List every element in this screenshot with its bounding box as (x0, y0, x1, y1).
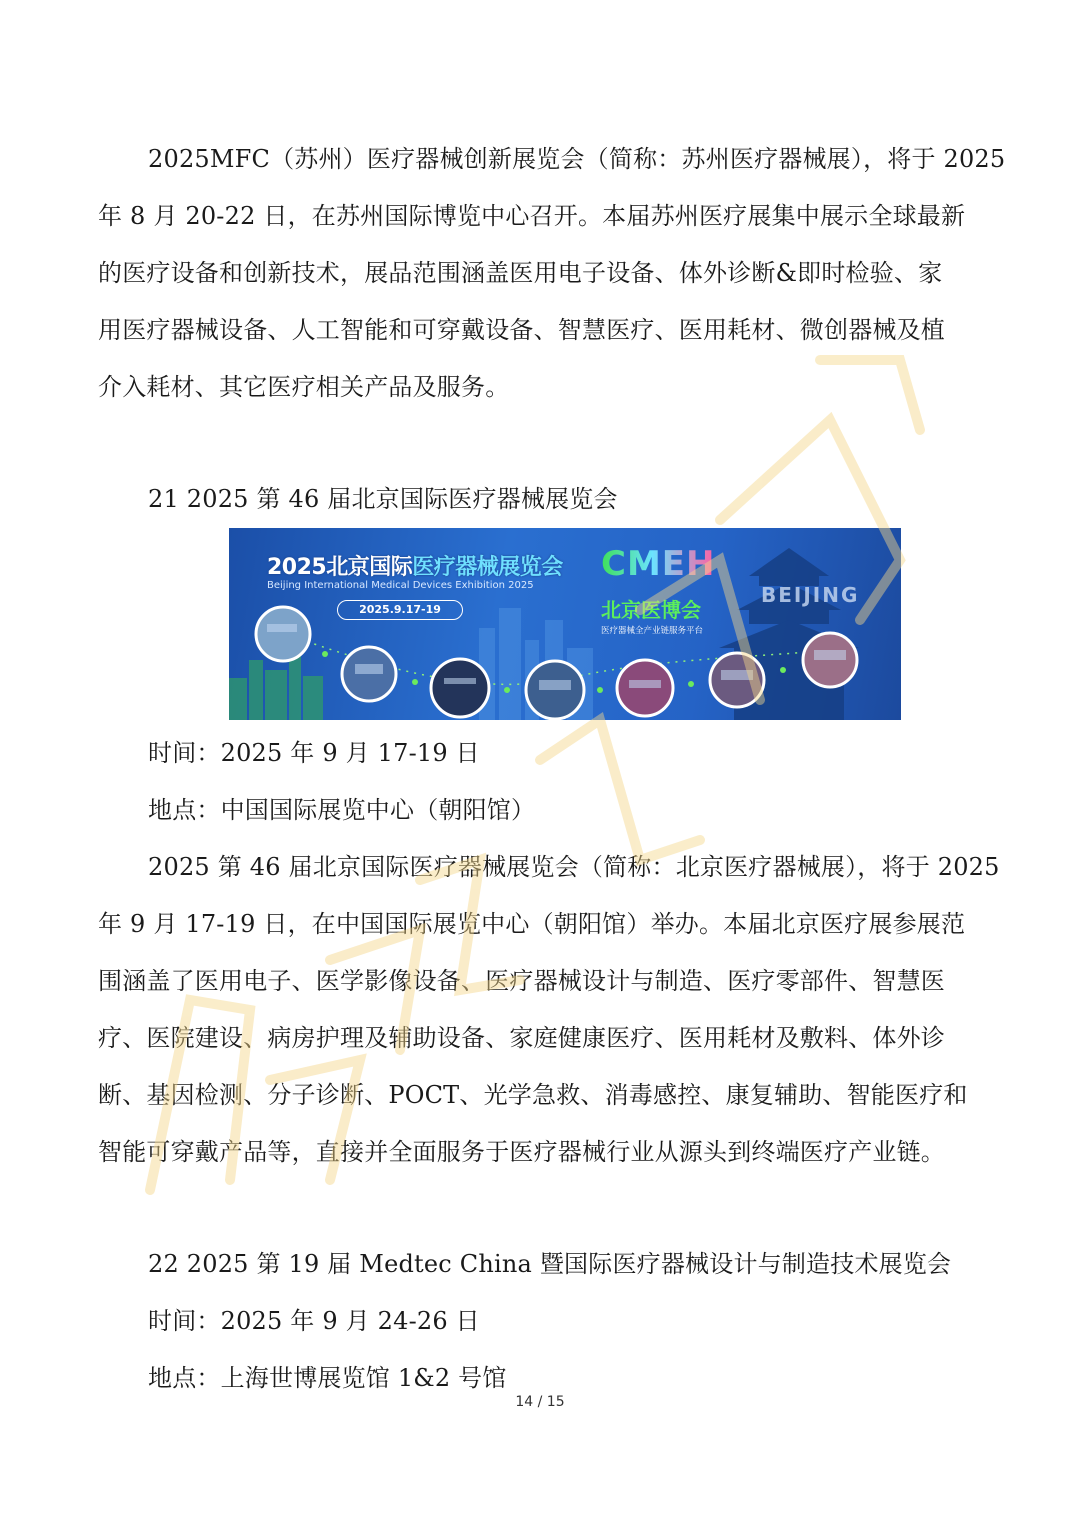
paragraph-line: 断、基因检测、分子诊断、POCT、光学急救、消毒感控、康复辅助、智能医疗和 (98, 1081, 968, 1109)
section-heading: 21 2025 第 46 届北京国际医疗器械展览会 (148, 485, 618, 513)
banner-subtitle: Beijing International Medical Devices Exhibition 2025 (267, 580, 534, 591)
paragraph-line: 围涵盖了医用电子、医学影像设备、医疗器械设计与制造、医疗零部件、智慧医 (98, 967, 945, 995)
paragraph-line: 用医疗器械设备、人工智能和可穿戴设备、智慧医疗、医用耗材、微创器械及植 (98, 316, 945, 344)
banner-title: 2025北京国际医疗器械展览会 (267, 555, 563, 580)
event-time: 时间：2025 年 9 月 24-26 日 (148, 1307, 480, 1335)
exhibition-banner (229, 528, 901, 720)
event-place: 地点：上海世博展览馆 1&2 号馆 (148, 1364, 507, 1392)
banner-city: BEIJING (761, 583, 860, 607)
banner-brand-cn: 北京医博会 (601, 598, 701, 622)
section-heading: 22 2025 第 19 届 Medtec China 暨国际医疗器械设计与制造技术展览会 (148, 1250, 952, 1278)
paragraph-line: 疗、医院建设、病房护理及辅助设备、家庭健康医疗、医用耗材及敷料、体外诊 (98, 1024, 945, 1052)
cmeh-logo: CMEH (601, 544, 716, 584)
banner-brand-tagline: 医疗器械全产业链服务平台 (601, 626, 704, 636)
page-number: 14 / 15 (515, 1394, 565, 1410)
event-time: 时间：2025 年 9 月 17-19 日 (148, 739, 480, 767)
event-place: 地点：中国国际展览中心（朝阳馆） (148, 796, 536, 824)
paragraph-line: 智能可穿戴产品等，直接并全面服务于医疗器械行业从源头到终端医疗产业链。 (98, 1138, 945, 1166)
paragraph-line: 年 8 月 20-22 日，在苏州国际博览中心召开。本届苏州医疗展集中展示全球最新 (98, 202, 966, 230)
paragraph-line: 年 9 月 17-19 日，在中国国际展览中心（朝阳馆）举办。本届北京医疗展参展范 (98, 910, 966, 938)
paragraph-line: 介入耗材、其它医疗相关产品及服务。 (98, 373, 510, 401)
paragraph-line: 的医疗设备和创新技术，展品范围涵盖医用电子设备、体外诊断&即时检验、家 (98, 259, 943, 287)
banner-date: 2025.9.17-19 (337, 600, 463, 620)
paragraph-line: 2025MFC（苏州）医疗器械创新展览会（简称：苏州医疗器械展），将于 2025 (148, 145, 1006, 173)
paragraph-line: 2025 第 46 届北京国际医疗器械展览会（简称：北京医疗器械展），将于 2025 (148, 853, 1000, 881)
